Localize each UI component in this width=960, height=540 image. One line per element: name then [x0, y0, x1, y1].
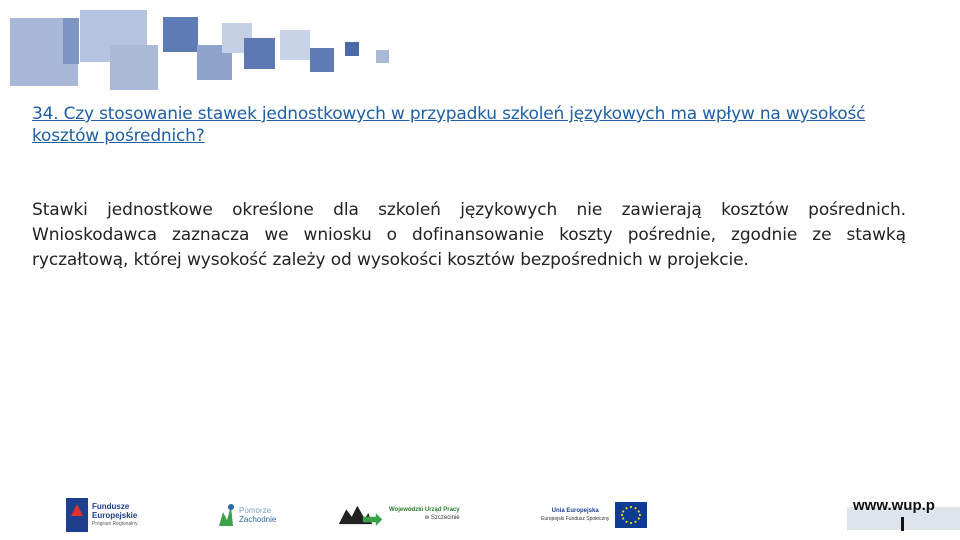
ue-line2: Europejski Fundusz Społeczny [541, 516, 610, 522]
deco-square [63, 18, 79, 64]
eu-flag-icon [615, 502, 647, 528]
pz-line1: Pomorze [239, 506, 272, 515]
fe-line1: Fundusze [92, 501, 130, 511]
pomorze-emblem-icon [215, 502, 237, 528]
logo-unia-europejska [541, 502, 647, 528]
wup-emblem-icon [337, 502, 385, 526]
slide-title: 34. Czy stosowanie stawek jednostkowych w przypadku szkoleń językowych ma wpływ na wysokość kosztów pośrednich? [32, 104, 866, 146]
website-url-tail [901, 517, 904, 531]
ue-line1: Unia Europejska [551, 508, 599, 514]
deco-square [310, 48, 334, 72]
wup-line2: w Szczecinie [424, 515, 460, 521]
wup-line1: Wojewódzki Urząd Pracy [389, 507, 460, 513]
fe-line2: Europejskie [92, 510, 138, 520]
logo-fundusze-europejskie [66, 498, 138, 532]
fe-sub: Program Regionalny [92, 520, 138, 527]
logo-wup-szczecin [337, 502, 460, 526]
slide-body: Stawki jednostkowe określone dla szkoleń językowych nie zawierają kosztów pośrednich. Wnioskodawca zaznacza we wniosku o dofinansowanie koszty pośrednie, zgodnie ze stawką ryczałtową, której wysokość zależy od wysokości kosztów bezpośrednich w projekcie. [32, 200, 906, 270]
logo-pomorze-zachodnie [215, 502, 276, 528]
deco-square [345, 42, 359, 56]
deco-square [376, 50, 389, 63]
fe-emblem-icon [66, 498, 88, 532]
deco-square [280, 30, 310, 60]
website-url[interactable]: www.wup.p [853, 497, 935, 514]
deco-square [110, 45, 158, 90]
footer-logos [0, 490, 960, 540]
deco-square [244, 38, 275, 69]
pz-line2: Zachodnie [239, 515, 277, 524]
deco-square [163, 17, 198, 52]
